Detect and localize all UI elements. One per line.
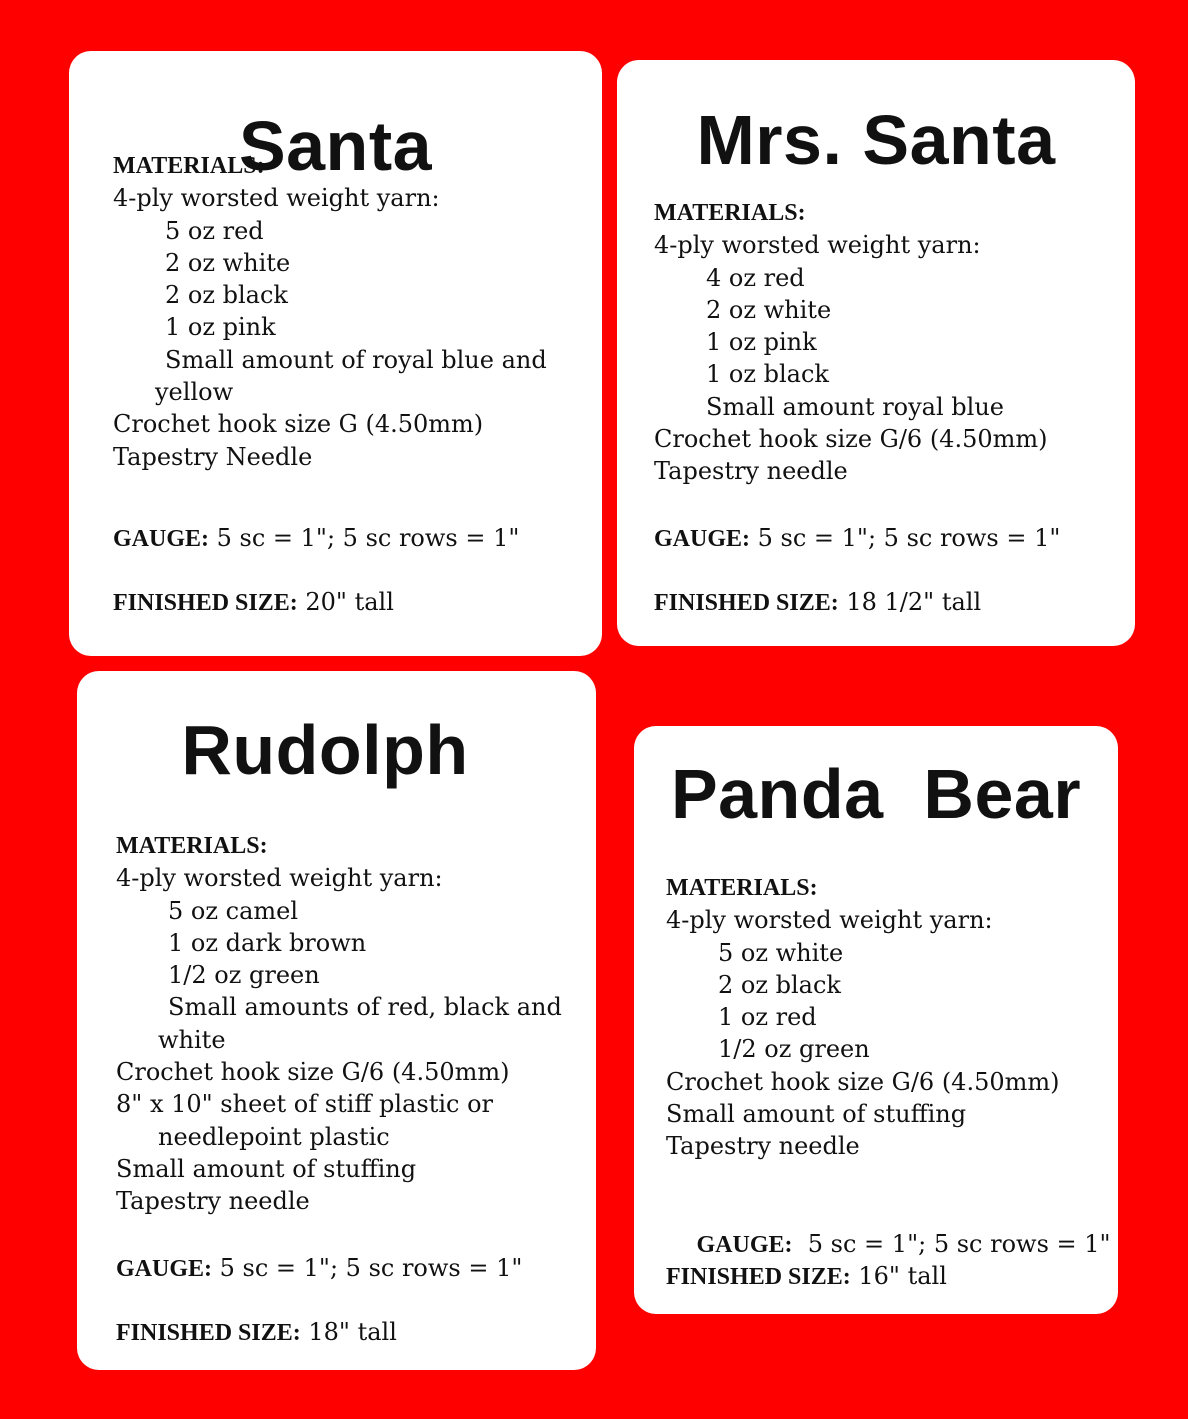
finished-size-line — [113, 586, 394, 619]
gauge-label: GAUGE: — [116, 1256, 212, 1282]
list-item: 4 oz red — [706, 263, 805, 292]
list-item: 2 oz black — [165, 281, 288, 310]
list-item: 5 oz red — [165, 216, 264, 245]
finished-size-value: 20" tall — [297, 588, 394, 616]
materials-list — [666, 872, 1060, 1163]
finished-size-value: 18 1/2" tall — [838, 588, 982, 616]
finished-size-value: 18" tall — [300, 1318, 397, 1346]
list-item: white — [158, 1025, 226, 1054]
materials-list — [116, 830, 562, 1218]
card-title: Rudolph — [181, 711, 469, 789]
gauge-label: GAUGE: — [113, 526, 209, 552]
santa-card — [69, 51, 602, 656]
list-item: 1/2 oz green — [718, 1035, 870, 1064]
materials-heading: MATERIALS: — [116, 833, 268, 859]
gauge-value: 5 sc = 1"; 5 sc rows = 1" — [209, 524, 520, 552]
list-item: 1 oz pink — [706, 328, 817, 357]
gauge-line — [116, 1252, 522, 1285]
finished-size-label: FINISHED SIZE: — [116, 1320, 301, 1346]
list-item: 8" x 10" sheet of stiff plastic or — [116, 1090, 494, 1119]
gauge-label: GAUGE: — [696, 1232, 793, 1258]
materials-heading: MATERIALS: — [113, 153, 265, 179]
list-item: 5 oz white — [718, 938, 844, 967]
list-item: Tapestry Needle — [113, 442, 313, 471]
finished-size-value: 16" tall — [850, 1262, 947, 1290]
finished-size-label: FINISHED SIZE: — [654, 590, 839, 616]
list-item: 2 oz white — [706, 295, 832, 324]
gauge-value: 5 sc = 1"; 5 sc rows = 1" — [750, 524, 1061, 552]
list-item: Tapestry needle — [116, 1187, 310, 1216]
finished-size-line — [666, 1260, 947, 1293]
card-title: Santa — [238, 107, 433, 185]
list-item: Crochet hook size G/6 (4.50mm) — [654, 425, 1048, 454]
rudolph-card — [77, 671, 596, 1370]
yarn-heading: 4-ply worsted weight yarn: — [113, 184, 440, 213]
finished-size-line — [116, 1316, 397, 1349]
gauge-line — [113, 522, 519, 555]
list-item: 1 oz pink — [165, 313, 276, 342]
list-item: needlepoint plastic — [158, 1122, 390, 1151]
finished-size-label: FINISHED SIZE: — [113, 590, 298, 616]
gauge-label: GAUGE: — [654, 526, 750, 552]
list-item: 1 oz dark brown — [168, 928, 367, 957]
card-title: Mrs. Santa — [696, 101, 1056, 179]
materials-heading: MATERIALS: — [666, 875, 818, 901]
materials-heading: MATERIALS: — [654, 200, 806, 226]
gauge-value: 5 sc = 1"; 5 sc rows = 1" — [792, 1230, 1111, 1258]
panda-bear-card — [634, 726, 1118, 1314]
list-item: Small amounts of red, black and — [168, 993, 562, 1022]
list-item: 1 oz black — [706, 360, 829, 389]
finished-size-label: FINISHED SIZE: — [666, 1264, 851, 1290]
list-item: Tapestry needle — [654, 457, 848, 486]
list-item: 5 oz camel — [168, 896, 299, 925]
list-item: 1/2 oz green — [168, 961, 320, 990]
list-item: 2 oz white — [165, 248, 291, 277]
materials-list — [113, 150, 547, 473]
list-item: Tapestry needle — [666, 1132, 860, 1161]
list-item: yellow — [155, 378, 234, 407]
gauge-line — [654, 522, 1060, 555]
finished-size-line — [654, 586, 981, 619]
list-item: Crochet hook size G/6 (4.50mm) — [666, 1067, 1060, 1096]
yarn-heading: 4-ply worsted weight yarn: — [666, 906, 993, 935]
yarn-heading: 4-ply worsted weight yarn: — [116, 864, 443, 893]
list-item: 2 oz black — [718, 970, 841, 999]
gauge-value: 5 sc = 1"; 5 sc rows = 1" — [212, 1254, 523, 1282]
list-item: Crochet hook size G (4.50mm) — [113, 410, 484, 439]
list-item: Small amount royal blue — [706, 392, 1004, 421]
list-item: Small amount of stuffing — [116, 1154, 417, 1183]
card-title: Panda Bear — [670, 755, 1082, 833]
list-item: Crochet hook size G/6 (4.50mm) — [116, 1058, 510, 1087]
list-item: Small amount of stuffing — [666, 1100, 967, 1129]
list-item: 1 oz red — [718, 1003, 817, 1032]
mrs-santa-card — [617, 60, 1135, 646]
yarn-heading: 4-ply worsted weight yarn: — [654, 231, 981, 260]
list-item: Small amount of royal blue and — [165, 345, 547, 374]
materials-list — [654, 197, 1048, 488]
